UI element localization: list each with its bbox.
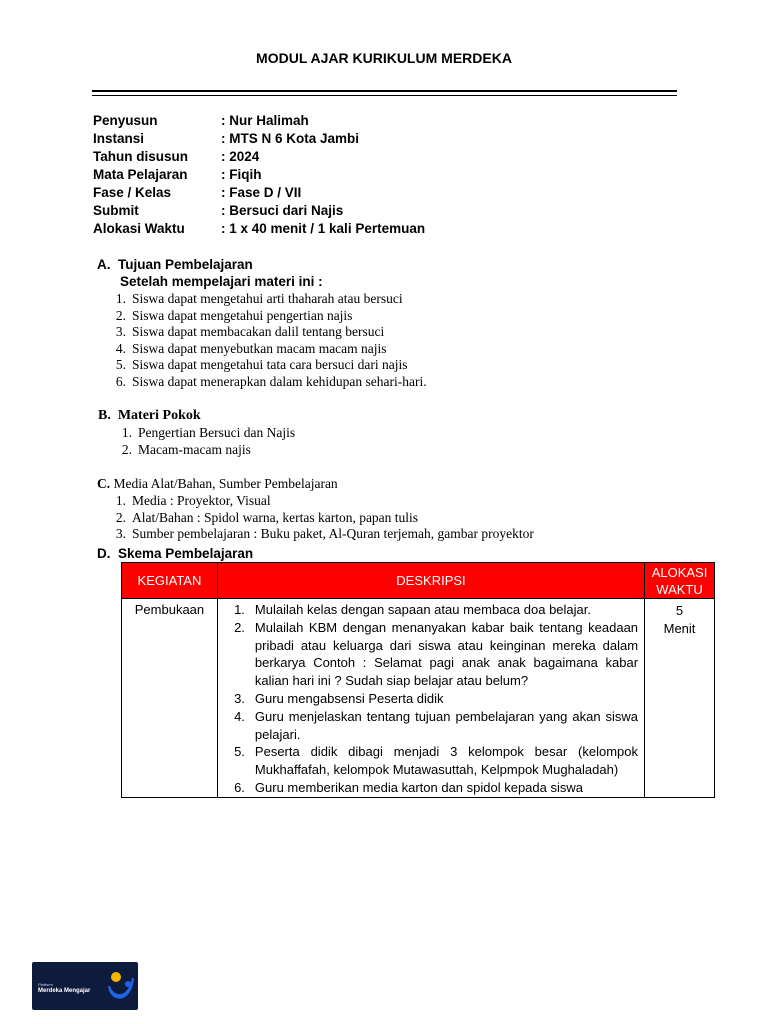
section-letter: A. xyxy=(97,257,111,272)
list-item xyxy=(104,374,427,391)
header-alokasi-waktu: ALOKASI WAKTU xyxy=(645,563,715,599)
list-number: 1. xyxy=(115,291,126,306)
list-item xyxy=(104,510,534,527)
list-text: Alat/Bahan : Spidol warna, kertas karton, papan tulis xyxy=(132,509,419,525)
identity-label: Fase / Kelas xyxy=(93,185,172,200)
waktu-unit: Menit xyxy=(663,621,696,636)
list-number: 5. xyxy=(115,357,126,373)
identity-label: Tahun disusun xyxy=(93,149,188,164)
section-a-intro: Setelah mempelajari materi ini : xyxy=(120,274,323,289)
section-c-list xyxy=(104,493,534,543)
identity-row-instansi xyxy=(93,130,425,148)
list-item xyxy=(104,357,427,374)
alokasi-cell xyxy=(645,599,715,798)
list-number: 2. xyxy=(115,509,126,525)
list-number: 6. xyxy=(115,373,126,389)
identity-label: Mata Pelajaran xyxy=(93,167,188,182)
identity-row-alokasi xyxy=(93,220,425,238)
section-title: Tujuan Pembelajaran xyxy=(118,257,253,272)
section-letter: C. xyxy=(97,476,111,491)
section-a-heading xyxy=(97,256,253,273)
section-title: Skema Pembelajaran xyxy=(118,546,254,561)
step-number: 4. xyxy=(234,708,245,724)
list-number: 1. xyxy=(121,425,132,440)
list-item xyxy=(218,619,638,690)
list-number: 4. xyxy=(115,340,126,356)
list-text: Siswa dapat menyebutkan macam macam najis xyxy=(132,340,387,356)
identity-value: : Nur Halimah xyxy=(221,113,309,128)
section-letter: D. xyxy=(97,546,111,561)
step-number: 6. xyxy=(234,779,245,795)
list-text: Siswa dapat menerapkan dalam kehidupan sehari-hari. xyxy=(132,373,427,389)
step-text: Guru menjelaskan tentang tujuan pembelajaran yang akan siswa pelajari. xyxy=(254,708,639,742)
step-text: Peserta didik dibagi menjadi 3 kelompok besar (kelompok Mukhaffafah, kelompok Mutawasuttah, Kelpmpok Mughaladah) xyxy=(254,744,639,778)
list-number: 2. xyxy=(121,441,132,457)
identity-row-submit xyxy=(93,202,425,220)
list-text: Siswa dapat membacakan dalil tentang bersuci xyxy=(132,324,385,340)
list-text: Macam-macam najis xyxy=(138,441,251,457)
step-text: Guru mengabsensi Peserta didik xyxy=(254,690,444,706)
list-item xyxy=(104,291,427,308)
header-deskripsi: DESKRIPSI xyxy=(217,563,644,599)
header-kegiatan: KEGIATAN xyxy=(122,563,218,599)
list-text: Pengertian Bersuci dan Najis xyxy=(138,425,296,440)
step-text: Guru memberikan media karton dan spidol kepada siswa xyxy=(254,779,583,795)
identity-label: Submit xyxy=(93,203,139,218)
list-item xyxy=(218,601,638,619)
identity-row-tahun xyxy=(93,148,425,166)
deskripsi-steps xyxy=(218,599,644,797)
list-item xyxy=(104,493,534,510)
section-a-list xyxy=(104,291,427,391)
identity-label: Alokasi Waktu xyxy=(93,221,185,236)
list-text: Media : Proyektor, Visual xyxy=(132,493,271,508)
list-item xyxy=(104,308,427,325)
list-item xyxy=(218,779,638,797)
list-item xyxy=(218,743,638,779)
list-number: 2. xyxy=(115,307,126,323)
list-item xyxy=(110,425,295,442)
section-b-list xyxy=(110,425,295,458)
list-number: 3. xyxy=(115,526,126,542)
title-divider-thin xyxy=(92,95,677,96)
section-title: Media Alat/Bahan, Sumber Pembelajaran xyxy=(113,476,338,491)
identity-value: : Fiqih xyxy=(221,167,262,182)
logo-line2: Merdeka Mengajar xyxy=(38,988,91,994)
section-b-heading xyxy=(98,407,201,424)
list-text: Sumber pembelajaran : Buku paket, Al-Quran terjemah, gambar proyektor xyxy=(132,526,534,542)
table-header-row xyxy=(122,563,715,599)
step-text: Mulailah kelas dengan sapaan atau membaca doa belajar. xyxy=(254,602,591,617)
list-item xyxy=(110,442,295,459)
step-number: 5. xyxy=(234,744,245,760)
document-title: MODUL AJAR KURIKULUM MERDEKA xyxy=(256,50,512,66)
list-item xyxy=(104,526,534,543)
list-item xyxy=(218,690,638,708)
logo-line1: Platform xyxy=(38,982,53,987)
list-item xyxy=(218,708,638,744)
list-text: Siswa dapat mengetahui pengertian najis xyxy=(132,307,353,323)
identity-value: : Fase D / VII xyxy=(221,185,302,200)
section-title: Materi Pokok xyxy=(117,408,201,423)
list-text: Siswa dapat mengetahui arti thaharah atau bersuci xyxy=(132,291,403,306)
kegiatan-cell: Pembukaan xyxy=(122,599,218,798)
identity-label: Penyusun xyxy=(93,113,158,128)
step-text: Mulailah KBM dengan menanyakan kabar baik tentang keadaan pribadi atau keluarga dari siswa atau keinginan mereka dalam berkarya Contoh : Selamat pagi anak anak bagaimana kabar kalian hari ini ? Sudah siap belajar atau belum? xyxy=(254,619,639,689)
section-d-heading xyxy=(97,545,253,562)
identity-value: : 2024 xyxy=(221,149,260,164)
identity-row-penyusun xyxy=(93,112,425,130)
identity-label: Instansi xyxy=(93,131,145,146)
identity-block xyxy=(93,112,425,238)
table-row xyxy=(122,599,715,798)
identity-row-fase xyxy=(93,184,425,202)
step-number: 2. xyxy=(234,619,245,635)
list-number: 3. xyxy=(115,324,126,340)
section-c-heading xyxy=(97,475,338,492)
waktu-value: 5 xyxy=(675,603,684,618)
section-letter: B. xyxy=(98,408,111,423)
identity-value: : MTS N 6 Kota Jambi xyxy=(221,131,360,146)
logo-mark-icon xyxy=(106,968,136,1006)
step-number: 3. xyxy=(234,690,245,706)
identity-value: : 1 x 40 menit / 1 kali Pertemuan xyxy=(221,221,426,236)
identity-row-mapel xyxy=(93,166,425,184)
list-item xyxy=(104,341,427,358)
deskripsi-cell xyxy=(217,599,644,798)
step-number: 1. xyxy=(234,602,245,617)
list-item xyxy=(104,324,427,341)
title-divider xyxy=(92,90,677,92)
list-number: 1. xyxy=(115,493,126,508)
identity-value: : Bersuci dari Najis xyxy=(221,203,344,218)
skema-table xyxy=(121,562,715,798)
list-text: Siswa dapat mengetahui tata cara bersuci dari najis xyxy=(132,357,408,373)
merdeka-mengajar-logo xyxy=(32,962,138,1010)
